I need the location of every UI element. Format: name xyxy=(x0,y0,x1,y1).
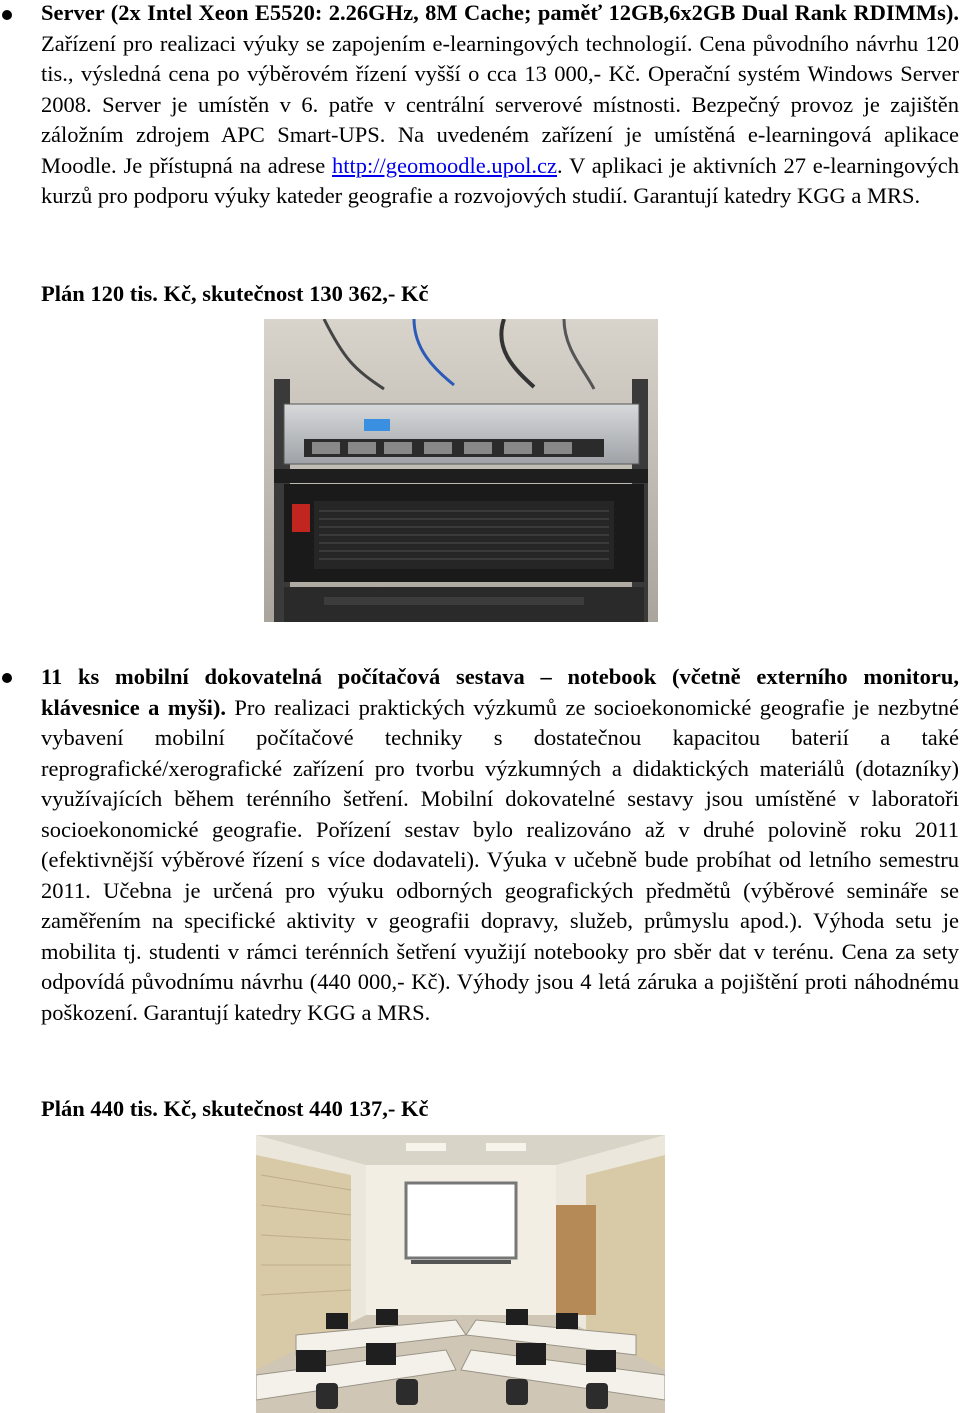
notebooks-plan-line: Plán 440 tis. Kč, skutečnost 440 137,- Kč xyxy=(41,1096,429,1121)
bullet-icon xyxy=(2,673,12,683)
notebooks-bold-lead: 11 ks mobilní dokovatelná počítačová sestava – notebook (včetně externího monitoru, klávesnice a myši). xyxy=(41,664,959,720)
server-bold-lead: Server (2x Intel Xeon E5520: 2.26GHz, 8M Cache; paměť 12GB,6x2GB Dual Rank RDIMMs). xyxy=(41,0,959,25)
server-photo xyxy=(264,319,658,622)
server-body-b: . V aplikaci je aktivních 27 e-learningových kurzů pro podporu výuky kateder geografie a rozvojových studií. Garantují katedry KGG a MRS. xyxy=(41,152,959,208)
server-paragraph xyxy=(41,0,959,212)
bullet-icon xyxy=(2,10,12,20)
server-body-a: Zařízení pro realizaci výuky se zapojením e-learningových technologií. Cena původního návrhu 120 tis., výsledná cena po výběrovém řízení vyšší o cca 13 000,- Kč. Operační systém Windows Server 2008. Server je umístěn v 6. patře v centrální serverové místnosti. Bezpečný provoz je zajištěn záložním zdrojem APC Smart-UPS. Na uvedeném zařízení je umístěná e-learningová aplikace Moodle. Je přístupná na adrese xyxy=(41,30,959,178)
notebooks-paragraph xyxy=(41,662,959,1028)
notebooks-body: Pro realizaci praktických výzkumů ze socioekonomické geografie je nezbytné vybavení mobilní počítačové techniky s dostatečnou kapacitou baterií a také reprografické/xerografické zařízení pro tvorbu výzkumných a didaktických materiálů (dotazníky) využívajících během terénního šetření. Mobilní dokovatelné sestavy jsou umístěné v laboratoři socioekonomické geografie. Pořízení sestav bylo realizováno až v druhé polovině roku 2011 (efektivnější výběrové řízení s více dodavateli). Výuka v učebně bude probíhat od letního semestru 2011. Učebna je určená pro výuku odborných geografických předmětů (výběrové semináře se zaměřením na specifické aktivity v geografii dopravy, služeb, průmyslu apod.). Výhoda setu je mobilita tj. studenti v rámci terénních šetření využijí notebooky pro sběr dat v terénu. Cena za sety odpovídá původnímu návrhu (440 000,- Kč). Výhody jsou 4 letá záruka a pojištění proti náhodnému poškození. Garantují katedry KGG a MRS. xyxy=(41,694,959,1025)
classroom-photo xyxy=(256,1135,665,1413)
geomoodle-link[interactable]: http://geomoodle.upol.cz xyxy=(332,152,557,178)
server-plan-line: Plán 120 tis. Kč, skutečnost 130 362,- Kč xyxy=(41,281,429,306)
